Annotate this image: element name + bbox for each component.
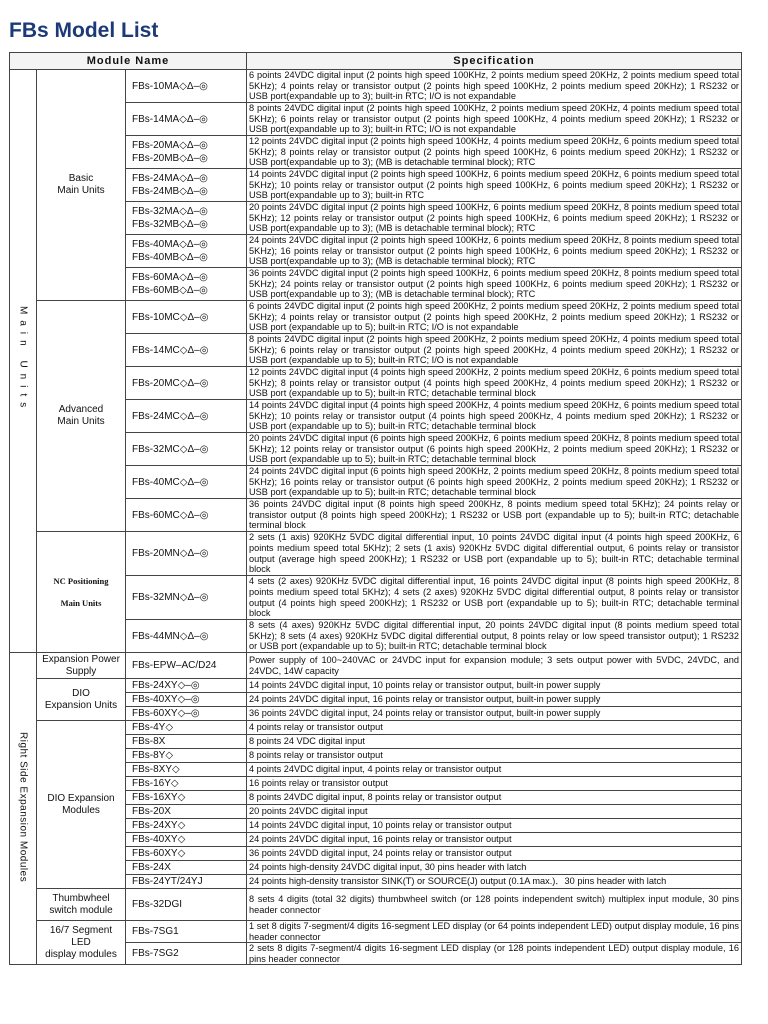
spec-text: 24 points 24VDC digital input, 16 points relay or transistor output [247, 833, 742, 847]
table-row [10, 921, 742, 943]
spec-text: 4 points 24VDC digital input, 4 points relay or transistor output [247, 763, 742, 777]
spec-text: 36 points 24VDD digital input, 24 points relay or transistor output [247, 847, 742, 861]
model-name: FBs-60MC◇Δ–◎ [126, 499, 247, 532]
category-right-side-expansion: Right Side Expansion Modules [10, 653, 37, 965]
model-name: FBs-7SG2 [126, 943, 247, 965]
table-header-row [10, 53, 742, 70]
table-row [10, 653, 742, 679]
table-row [10, 721, 742, 735]
spec-text: 8 points 24VDC digital input, 8 points relay or transistor output [247, 791, 742, 805]
spec-text: 12 points 24VDC digital input (4 points high speed 200KHz, 2 points medium speed 20KHz, 6 points medium speed total 5KHz); 8 points relay or transistor output (4 points high speed 200KHz, 4 points medium speed 20KHz); 1 RS232 or USB port (expandable up to 5); built-in RTC; detachable terminal block [247, 367, 742, 400]
model-name: FBs-24MA◇Δ–◎ FBs-24MB◇Δ–◎ [126, 169, 247, 202]
model-name: FBs-40MA◇Δ–◎ FBs-40MB◇Δ–◎ [126, 235, 247, 268]
spec-text: 4 points relay or transistor output [247, 721, 742, 735]
model-name: FBs-20MA◇Δ–◎ FBs-20MB◇Δ–◎ [126, 136, 247, 169]
header-module-name: Module Name [10, 53, 247, 70]
model-name: FBs-24X [126, 861, 247, 875]
group-expansion-power-supply: Expansion Power Supply [37, 653, 126, 679]
model-name: FBs-60XY◇–◎ [126, 707, 247, 721]
spec-text: 24 points 24VDC digital input, 16 points relay or transistor output, built-in power supply [247, 693, 742, 707]
spec-text: 36 points 24VDC digital input (2 points high speed 100KHz, 6 points medium speed 20KHz, 8 points medium speed total 5KHz); 24 points relay or transistor output (2 points high speed 100KHz, 6 points medium speed 20KHz); 1 RS232 or USB port(expandable up to 3); (MB is detachable terminal block); RTC [247, 268, 742, 301]
model-name: FBs-40MC◇Δ–◎ [126, 466, 247, 499]
model-name: FBs-8Y◇ [126, 749, 247, 763]
spec-text: 14 points 24VDC digital input, 10 points relay or transistor output [247, 819, 742, 833]
model-name: FBs-10MC◇Δ–◎ [126, 301, 247, 334]
group-led-display: 16/7 Segment LED display modules [37, 921, 126, 965]
model-name: FBs-32MC◇Δ–◎ [126, 433, 247, 466]
spec-text: 20 points 24VDC digital input [247, 805, 742, 819]
group-advanced-main-units: Advanced Main Units [37, 301, 126, 532]
table-row [10, 70, 742, 103]
spec-text: 2 sets 8 digits 7-segment/4 digits 16-segment LED display (or 128 points independent LED) output display module, 16 pins header connector [247, 943, 742, 965]
spec-text: 4 sets (2 axes) 920KHz 5VDC digital differential input, 16 points 24VDC digital input (8 points high speed 200KHz, 8 points medium speed total 5KHz); 4 sets (2 axes) 920KHz 5VDC digital differential output, 8 points relay or transistor output (4 points high speed 200KHz); 1 RS232 or USB port (expandable up to 5); built-in RTC; detachable terminal block [247, 576, 742, 620]
model-name: FBs-14MC◇Δ–◎ [126, 334, 247, 367]
model-name: FBs-20X [126, 805, 247, 819]
spec-text: 8 points 24VDC digital input (2 points high speed 100KHz, 2 points medium speed 20KHz, 4 points medium speed total 5KHz); 6 points relay or transistor output (2 points high speed 100KHz, 4 points medium speed 20KHz); 1 RS232 or USB port(expandable up to 3); built-in RTC; I/O is not expandable [247, 103, 742, 136]
group-thumbwheel: Thumbwheel switch module [37, 889, 126, 921]
model-name: FBs-24MC◇Δ–◎ [126, 400, 247, 433]
model-name: FBs-32DGI [126, 889, 247, 921]
model-name: FBs-16Y◇ [126, 777, 247, 791]
spec-text: 24 points high-density transistor SINK(T) or SOURCE(J) output (0.1A max.)．30 pins header with latch [247, 875, 742, 889]
model-name: FBs-4Y◇ [126, 721, 247, 735]
model-name: FBs-60MA◇Δ–◎ FBs-60MB◇Δ–◎ [126, 268, 247, 301]
spec-text: 2 sets (1 axis) 920KHz 5VDC digital differential input, 10 points 24VDC digital input (4 points high speed 200KHz, 6 points medium speed total 5KHz); 2 sets (1 axis) 920KHz 5VDC digital differential output, 6 points relay or transistor output (average high speed 200KHz); 1 RS232 or USB port (expandable up to 5); built-in RTC; detachable terminal block [247, 532, 742, 576]
spec-text: Power supply of 100~240VAC or 24VDC input for expansion module; 3 sets output power with 5VDC, 24VDC, and 24VDC, 14W capacity [247, 653, 742, 679]
header-specification: Specification [247, 53, 742, 70]
model-name: FBs-10MA◇Δ–◎ [126, 70, 247, 103]
spec-text: 8 points relay or transistor output [247, 749, 742, 763]
model-name: FBs-44MN◇Δ–◎ [126, 620, 247, 653]
model-name: FBs-40XY◇ [126, 833, 247, 847]
model-name: FBs-7SG1 [126, 921, 247, 943]
page-title: FBs Model List [9, 19, 159, 42]
spec-text: 8 sets (4 axes) 920KHz 5VDC digital differential input, 20 points 24VDC digital input (8 points medium speed total 5KHz); 8 sets (4 axes) 920KHz 5VDC digital differential output, 8 points relay or low speed transistor output); 1 RS232 or USB port (expandable up to 5); built-in RTC; detachable terminal block [247, 620, 742, 653]
spec-text: 1 set 8 digits 7-segment/4 digits 16-segment LED display (or 64 points independent LED) output display module, 16 pins header connector [247, 921, 742, 943]
group-dio-expansion-modules: DIO Expansion Modules [37, 721, 126, 889]
model-name: FBs-60XY◇ [126, 847, 247, 861]
table-row [10, 679, 742, 693]
model-name: FBs-20MC◇Δ–◎ [126, 367, 247, 400]
table-row [10, 301, 742, 334]
table-row [10, 889, 742, 921]
category-main-units: Main Units [10, 70, 37, 653]
model-name: FBs-32MN◇Δ–◎ [126, 576, 247, 620]
spec-text: 24 points high-density 24VDC digital input, 30 pins header with latch [247, 861, 742, 875]
group-nc-positioning: NC Positioning Main Units [37, 532, 126, 653]
spec-text: 16 points relay or transistor output [247, 777, 742, 791]
spec-text: 8 points 24 VDC digital input [247, 735, 742, 749]
group-dio-expansion-units: DIO Expansion Units [37, 679, 126, 721]
spec-text: 20 points 24VDC digital input (2 points high speed 100KHz, 6 points medium speed 20KHz, 8 points medium speed total 5KHz); 12 points relay or transistor output (2 points high speed 100KHz, 6 points medium speed 20KHz); 1 RS232 or USB port(expandable up to 3); (MB is detachable terminal block); RTC [247, 202, 742, 235]
spec-text: 14 points 24VDC digital input (4 points high speed 200KHz, 4 points medium speed 20KHz, 6 points medium speed total 5KHz); 10 points relay or transistor output (4 points high speed 200KHz, 4 points medium sped 20KHz); 1 RS232 or USB port (expandable up to 5); built-in RTC; detachable terminal block [247, 400, 742, 433]
model-name: FBs-20MN◇Δ–◎ [126, 532, 247, 576]
spec-text: 36 points 24VDC digital input (8 points high speed 200KHz, 8 points medium speed total 5KHz); 24 points relay or transistor output (8 points high speed 200KHz); 1 RS232 or USB port (expandable up to 5); built-in RTC; detachable terminal block [247, 499, 742, 532]
model-name: FBs-14MA◇Δ–◎ [126, 103, 247, 136]
model-name: FBs-32MA◇Δ–◎ FBs-32MB◇Δ–◎ [126, 202, 247, 235]
model-name: FBs-24YT/24YJ [126, 875, 247, 889]
spec-text: 24 points 24VDC digital input (6 points high speed 200KHz, 2 points medium speed 20KHz, 8 points medium speed total 5KHz); 16 points relay or transistor output (6 points high speed 200KHz, 2 points medium speed 20KHz); 1 RS232 or USB port (expandable up to 5); built-in RTC; detachable terminal block [247, 466, 742, 499]
table-row [10, 532, 742, 576]
model-name: FBs-16XY◇ [126, 791, 247, 805]
model-name: FBs-24XY◇ [126, 819, 247, 833]
spec-text: 12 points 24VDC digital input (2 points high speed 100KHz, 4 points medium speed 20KHz, 6 points medium speed total 5KHz); 8 points relay or transistor output (2 points high speed 100KHz, 6 points medium speed 20KHz); 1 RS232 or USB port(expandable up to 3); (MB is detachable terminal block); RTC [247, 136, 742, 169]
model-name: FBs-24XY◇–◎ [126, 679, 247, 693]
model-name: FBs-8XY◇ [126, 763, 247, 777]
spec-text: 24 points 24VDC digital input (2 points high speed 100KHz, 6 points medium speed 20KHz, 8 points medium speed total 5KHz); 16 points relay or transistor output (2 points high speed 100KHz, 6 points medium speed 20KHz); 1 RS232 or USB port(expandable up to 3); (MB is detachable terminal block); RTC [247, 235, 742, 268]
spec-text: 6 points 24VDC digital input (2 points high speed 200KHz, 2 points medium speed 20KHz, 2 points medium speed total 5KHz); 4 points relay or transistor output (2 points high speed 200KHz, 2 points medium speed 20KHz); 1 RS232 or USB port (expandable up to 5); built-in RTC; I/O is not expandable [247, 301, 742, 334]
model-name: FBs-8X [126, 735, 247, 749]
spec-text: 20 points 24VDC digital input (6 points high speed 200KHz, 6 points medium speed 20KHz, 8 points medium speed total 5KHz); 12 points relay or transistor output (6 points high speed 200KHz, 2 points medium speed 20KHz); 1 RS232 or USB port (expandable up to 5); built-in RTC; detachable terminal block [247, 433, 742, 466]
spec-text: 14 points 24VDC digital input, 10 points relay or transistor output, built-in power supply [247, 679, 742, 693]
group-basic-main-units: Basic Main Units [37, 70, 126, 301]
spec-text: 6 points 24VDC digital input (2 points high speed 100KHz, 2 points medium speed 20KHz, 2 points medium speed total 5KHz); 4 points relay or transistor output (2 points high speed 100KHz, 2 points medium speed 20KHz); 1 RS232 or USB port(expandable up to 3); built-in RTC; I/O is not expandable [247, 70, 742, 103]
spec-text: 14 points 24VDC digital input (2 points high speed 100KHz, 6 points medium speed 20KHz, 6 points medium speed total 5KHz); 10 points relay or transistor output (2 points high speed 100KHz, 6 points medium speed 20KHz); 1 RS232 or USB port(expandable up to 3); built-in RTC [247, 169, 742, 202]
model-name: FBs-EPW–AC/D24 [126, 653, 247, 679]
model-list-table [9, 52, 742, 965]
model-name: FBs-40XY◇–◎ [126, 693, 247, 707]
spec-text: 8 points 24VDC digital input (2 points high speed 200KHz, 2 points medium speed 20KHz, 4 points medium speed total 5KHz); 6 points relay or transistor output (2 points high speed 200KHz, 4 points medium speed 20KHz); 1 RS232 or USB port (expandable up to 5); built-in RTC; I/O is not expandable [247, 334, 742, 367]
spec-text: 8 sets 4 digits (total 32 digits) thumbwheel switch (or 128 points independent switch) multiplex input module, 30 pins header connector [247, 889, 742, 921]
spec-text: 36 points 24VDC digital input, 24 points relay or transistor output, built-in power supply [247, 707, 742, 721]
